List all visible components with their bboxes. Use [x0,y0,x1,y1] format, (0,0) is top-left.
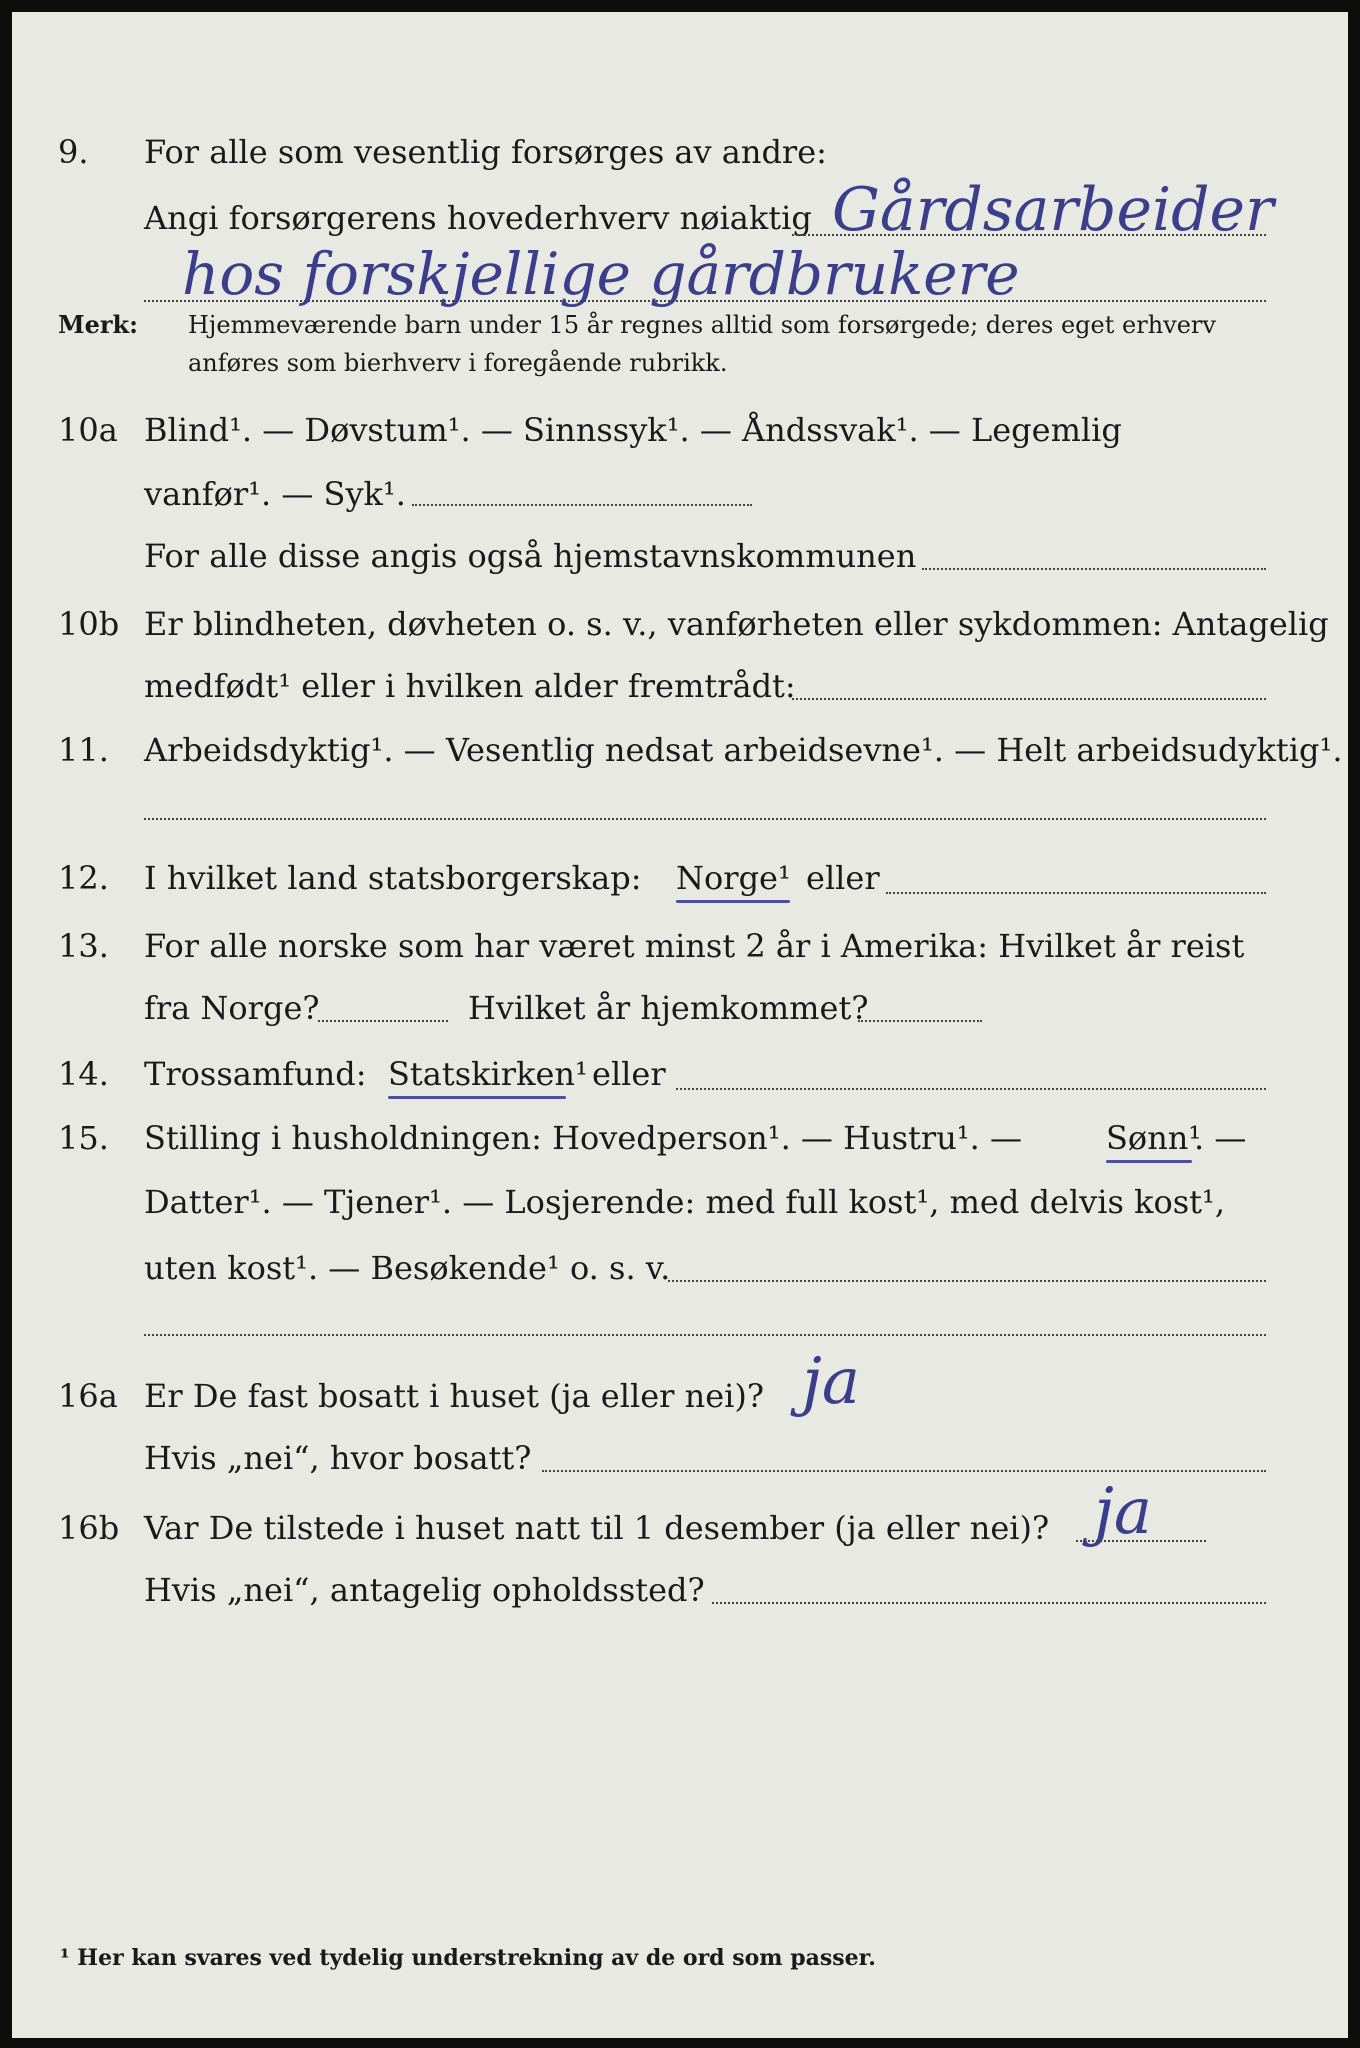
q16b-opholdssted-line [712,1602,1266,1604]
q13-reist-line [318,1020,448,1022]
q15-extra-line [144,1334,1266,1336]
q16b-answer-handwriting: ja [1094,1475,1152,1549]
q10a-number: 10a [58,411,118,449]
q12-other-line [886,892,1266,894]
q15-number: 15. [58,1119,109,1157]
q10a-line3: For alle disse angis også hjemstavnskommunen [144,537,917,575]
q16b-line1: Var De tilstede i huset natt til 1 desember (ja eller nei)? [144,1509,1050,1547]
q13-hjemkommet-line [858,1020,982,1022]
q16a-line1: Er De fast bosatt i huset (ja eller nei)? [144,1377,765,1415]
census-form-page [12,12,1348,2038]
q11-extra-line [144,818,1266,820]
q12-suffix: eller [806,859,880,897]
q12-number: 12. [58,859,109,897]
merk-label: Merk: [58,310,138,339]
q15-line3: uten kost¹. — Besøkende¹ o. s. v. [144,1249,671,1287]
q16a-line2: Hvis „nei“, hvor bosatt? [144,1439,532,1477]
q13-line2a: fra Norge? [144,989,320,1027]
q15-besokende-line [668,1280,1266,1282]
q14-prefix: Trossamfund: [144,1055,367,1093]
q10a-line2: vanfør¹. — Syk¹. [144,475,406,513]
q13-line1: For alle norske som har været minst 2 år i Amerika: Hvilket år reist [144,927,1245,965]
q10b-alder-line [792,698,1266,700]
q10a-syk-line [412,504,752,506]
q14-suffix: eller [592,1055,666,1093]
merk-line2: anføres som bierhverv i foregående rubrikk. [188,349,728,377]
q16b-line2: Hvis „nei“, antagelig opholdssted? [144,1571,705,1609]
merk-line1: Hjemmeværende barn under 15 år regnes alltid som forsørgede; deres eget erhverv [188,311,1216,339]
q15-line1c: . — [1194,1119,1247,1157]
q14-statskirken-underline [388,1096,566,1099]
q16b-answer-line [1076,1540,1206,1542]
q9-line2: Angi forsørgerens hovederhverv nøiaktig [144,199,812,237]
q9-number: 9. [58,133,89,171]
q12-norge-underline [676,900,790,903]
q9-answer1-handwriting: Gårdsarbeider [832,175,1274,245]
q16a-number: 16a [58,1377,118,1415]
q15-line2: Datter¹. — Tjener¹. — Losjerende: med full kost¹, med delvis kost¹, [144,1183,1226,1221]
q14-other-line [676,1088,1266,1090]
q12-prefix: I hvilket land statsborgerskap: [144,859,642,897]
footnote: ¹ Her kan svares ved tydelig understrekning av de ord som passer. [60,1945,876,1971]
q11-number: 11. [58,731,109,769]
q11-line1: Arbeidsdyktig¹. — Vesentlig nedsat arbeidsevne¹. — Helt arbeidsudyktig¹. [144,731,1343,769]
q13-number: 13. [58,927,109,965]
q9-line1: For alle som vesentlig forsørges av andre: [144,133,827,171]
q9-answer2-handwriting: hos forskjellige gårdbrukere [182,240,1020,308]
q16a-bosatt-line [542,1470,1266,1472]
q15-sonn-underline [1106,1160,1192,1163]
q10a-line1: Blind¹. — Døvstum¹. — Sinnssyk¹. — Åndssvak¹. — Legemlig [144,411,1122,449]
q16b-number: 16b [58,1509,120,1547]
q10b-number: 10b [58,605,120,643]
q13-line2b: Hvilket år hjemkommet? [468,989,869,1027]
q16a-answer-handwriting: ja [802,1345,860,1419]
q15-option-sonn: Sønn¹ [1106,1119,1202,1157]
q14-option-statskirken: Statskirken¹ [388,1055,588,1093]
q12-option-norge: Norge¹ [676,859,791,897]
q10b-line2: medfødt¹ eller i hvilken alder fremtrådt: [144,667,796,705]
q10b-line1: Er blindheten, døvheten o. s. v., vanførheten eller sykdommen: Antagelig [144,605,1329,643]
q15-line1a: Stilling i husholdningen: Hovedperson¹. — Hustru¹. — [144,1119,1022,1157]
q10a-hjemstavn-line [922,568,1266,570]
q14-number: 14. [58,1055,109,1093]
